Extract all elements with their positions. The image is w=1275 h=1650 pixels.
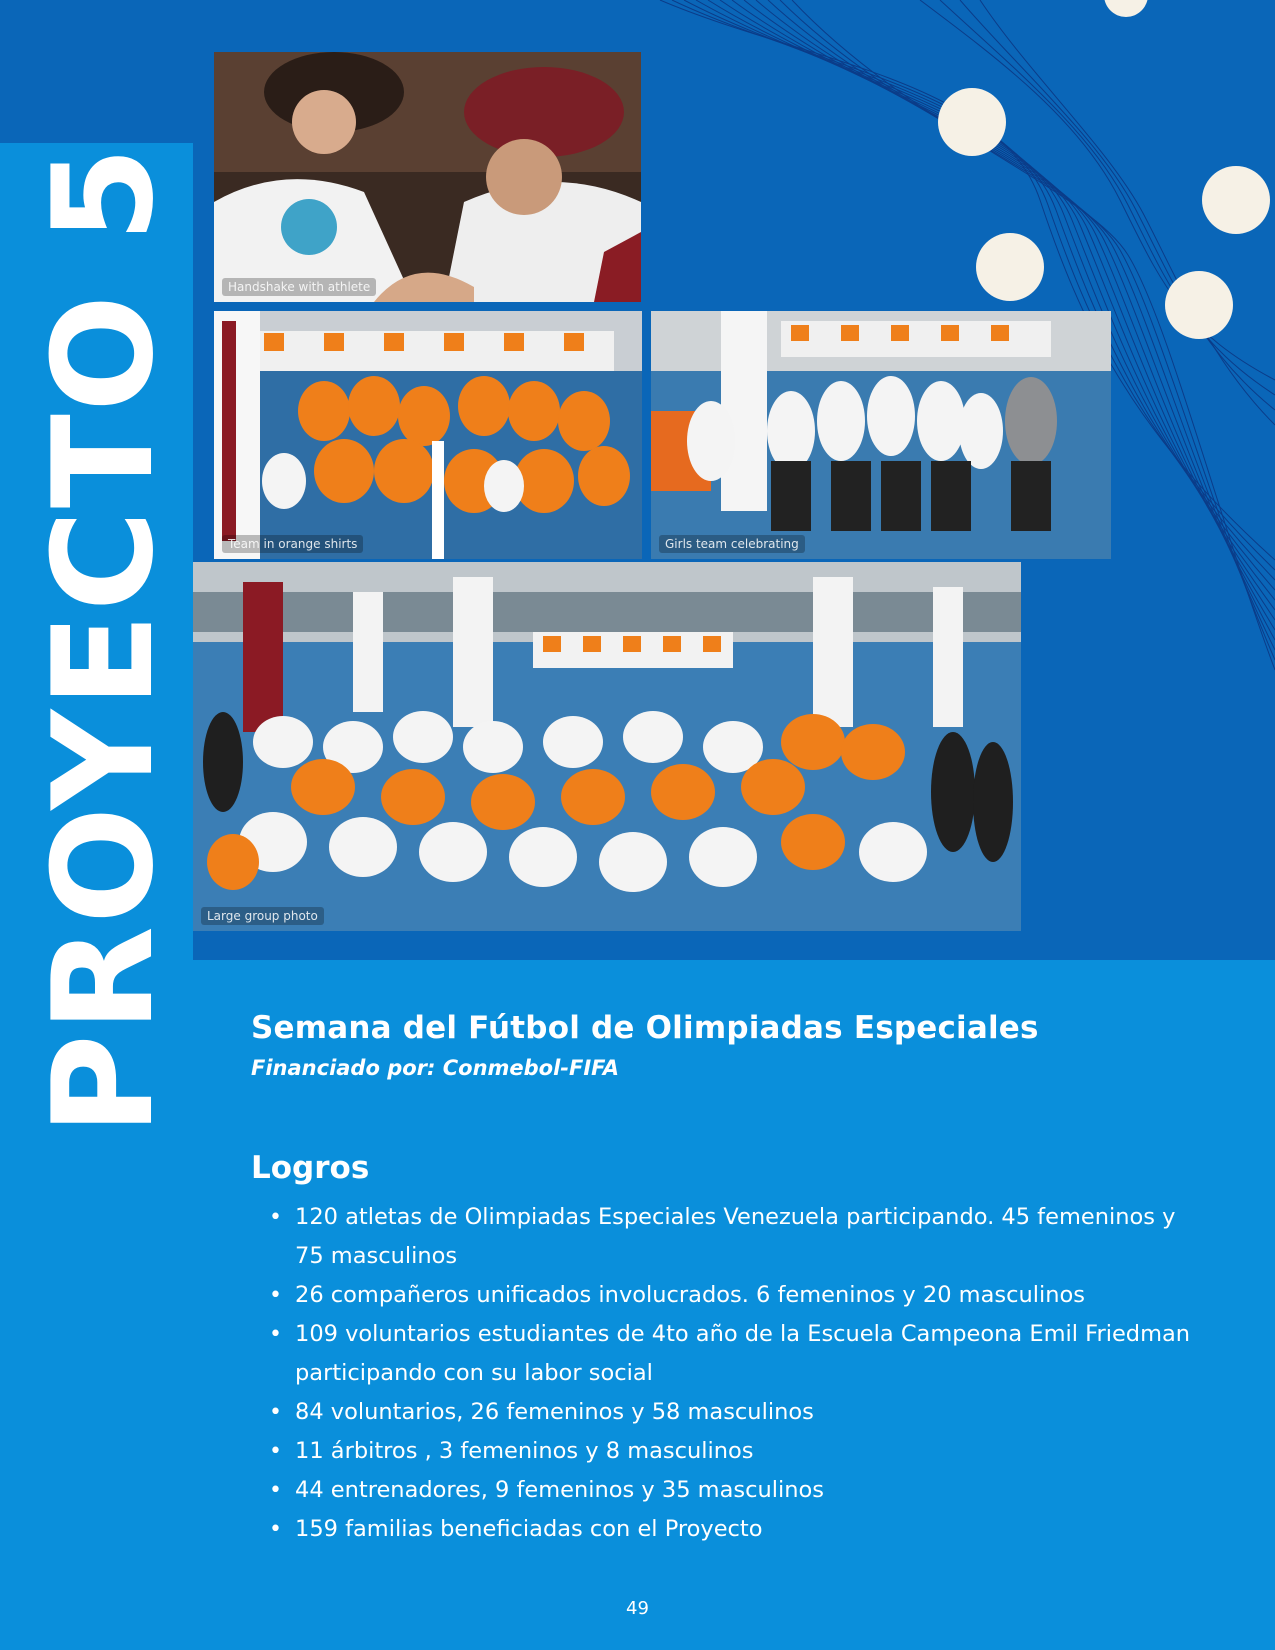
- photo-caption: Girls team celebrating: [659, 535, 805, 553]
- photo-group: [193, 562, 1021, 931]
- page-number: 49: [626, 1598, 649, 1619]
- photo-caption: Large group photo: [201, 907, 324, 925]
- project-number-title: [0, 0, 184, 1220]
- project-number-text: PROYECTO 5: [23, 144, 184, 1136]
- list-item: • 84 voluntarios, 26 femeninos y 58 masculinos: [295, 1393, 1191, 1432]
- project-content: [251, 1010, 1191, 1549]
- list-item: • 44 entrenadores, 9 femeninos y 35 masculinos: [295, 1471, 1191, 1510]
- photo-team-girls: [651, 311, 1111, 559]
- list-item: • 120 atletas de Olimpiadas Especiales Venezuela participando. 45 femeninos y 75 masculinos: [295, 1198, 1191, 1276]
- photo-handshake: [214, 52, 641, 302]
- photo-team-orange: [214, 311, 642, 559]
- list-item: • 26 compañeros unificados involucrados. 6 femeninos y 20 masculinos: [295, 1276, 1191, 1315]
- photo-caption: Handshake with athlete: [222, 278, 376, 296]
- list-item: • 109 voluntarios estudiantes de 4to año de la Escuela Campeona Emil Friedman participando con su labor social: [295, 1315, 1191, 1393]
- funding-line: Financiado por: Conmebol-FIFA: [251, 1056, 620, 1080]
- photo-caption: Team in orange shirts: [222, 535, 363, 553]
- list-item: • 159 familias beneficiadas con el Proyecto: [295, 1510, 1191, 1549]
- achievements-list: [251, 1198, 1191, 1549]
- list-item: • 11 árbitros , 3 femeninos y 8 masculinos: [295, 1432, 1191, 1471]
- logros-heading: Logros: [251, 1150, 370, 1186]
- project-title: Semana del Fútbol de Olimpiadas Especiales: [251, 1010, 1039, 1046]
